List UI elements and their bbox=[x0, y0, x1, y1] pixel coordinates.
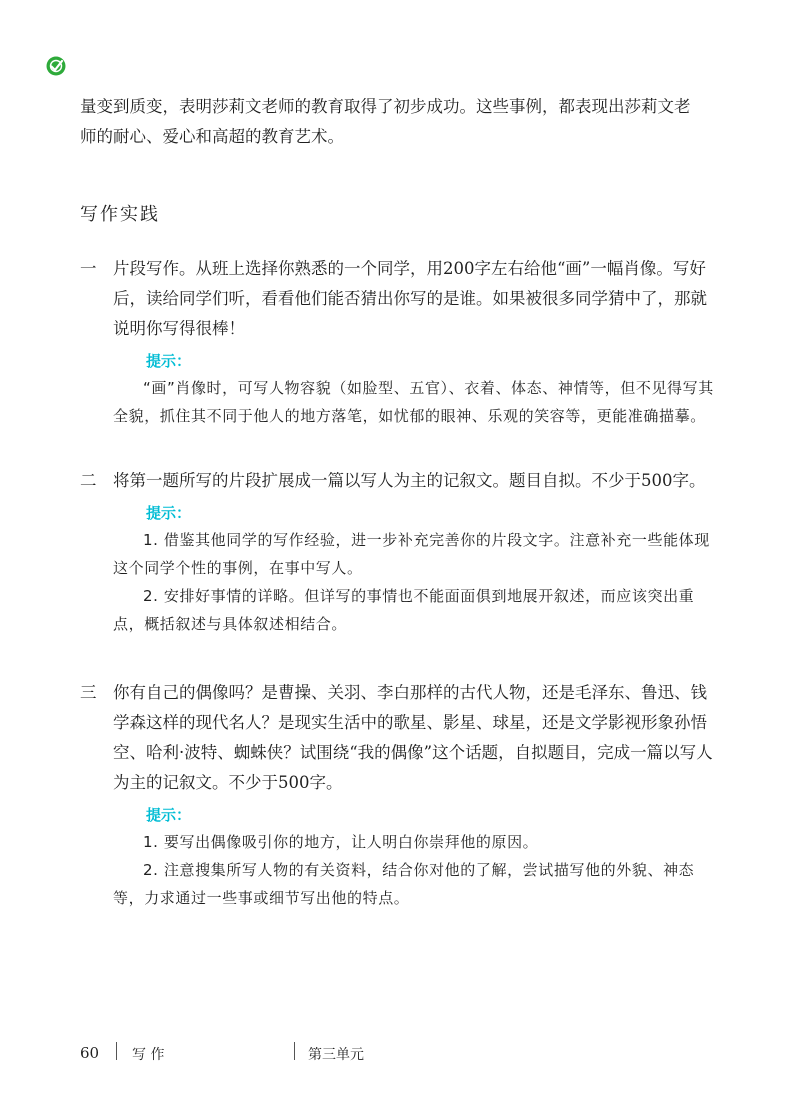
hint-paragraph: “画”肖像时，可写人物容貌（如脸型、五官）、衣着、体态、神情等，但不见得写其全貌，抓住其不同于他人的地方落笔，如忧郁的眼神、乐观的笑容等，更能准确描摹。 bbox=[113, 379, 714, 425]
task-item-3 bbox=[80, 678, 720, 912]
task-text: 将第一题所写的片段扩展成一篇以写人为主的记叙文。题目自拟。不少于500字。 bbox=[113, 471, 706, 490]
footer-unit: 第三单元 bbox=[308, 1047, 364, 1063]
hint-label: 提示： bbox=[146, 352, 192, 370]
page-number: 60 bbox=[80, 1044, 100, 1062]
hint-paragraph: 1. 借鉴其他同学的写作经验，进一步补充完善你的片段文字。注意补充一些能体现这个同学个性的事例，在事中写人。 bbox=[113, 531, 710, 577]
hint-label: 提示： bbox=[146, 504, 192, 522]
intro-line: 师的耐心、爱心和高超的教育艺术。 bbox=[80, 127, 344, 146]
intro-paragraph bbox=[80, 92, 720, 152]
task-item-1 bbox=[80, 254, 720, 430]
hint-text bbox=[113, 526, 720, 638]
hint-label: 提示： bbox=[146, 806, 192, 824]
footer-divider bbox=[116, 1042, 117, 1060]
intro-line: 量变到质变，表明莎莉文老师的教育取得了初步成功。这些事例，都表现出莎莉文老 bbox=[80, 97, 691, 116]
hint-text bbox=[113, 374, 720, 430]
task-text: 片段写作。从班上选择你熟悉的一个同学，用200字左右给他“画”一幅肖像。写好后，读给同学们听，看看他们能否猜出你写的是谁。如果被很多同学猜中了，那就说明你写得很棒！ bbox=[113, 259, 707, 338]
hint-paragraph: 1. 要写出偶像吸引你的地方，让人明白你崇拜他的原因。 bbox=[143, 833, 539, 851]
task-number: 二 bbox=[80, 471, 97, 490]
checkmark-logo-icon bbox=[46, 56, 66, 76]
footer-divider bbox=[294, 1042, 295, 1060]
hint-text bbox=[113, 828, 720, 912]
hint-paragraph: 2. 注意搜集所写人物的有关资料，结合你对他的了解，尝试描写他的外貌、神态等，力求通过一些事或细节写出他的特点。 bbox=[113, 861, 695, 907]
section-heading: 写作实践 bbox=[80, 204, 160, 225]
task-text: 你有自己的偶像吗？是曹操、关羽、李白那样的古代人物，还是毛泽东、鲁迅、钱学森这样的现代名人？是现实生活中的歌星、影星、球星，还是文学影视形象孙悟空、哈利·波特、蜘蛛侠？试围绕“我的偶像”这个话题，自拟题目，完成一篇以写人为主的记叙文。不少于500字。 bbox=[113, 683, 713, 792]
task-item-2 bbox=[80, 466, 720, 638]
hint-paragraph: 2. 安排好事情的详略。但详写的事情也不能面面俱到地展开叙述，而应该突出重点，概括叙述与具体叙述相结合。 bbox=[113, 587, 695, 633]
footer-section: 写 作 bbox=[132, 1047, 165, 1063]
task-number: 一 bbox=[80, 259, 97, 278]
task-number: 三 bbox=[80, 683, 97, 702]
